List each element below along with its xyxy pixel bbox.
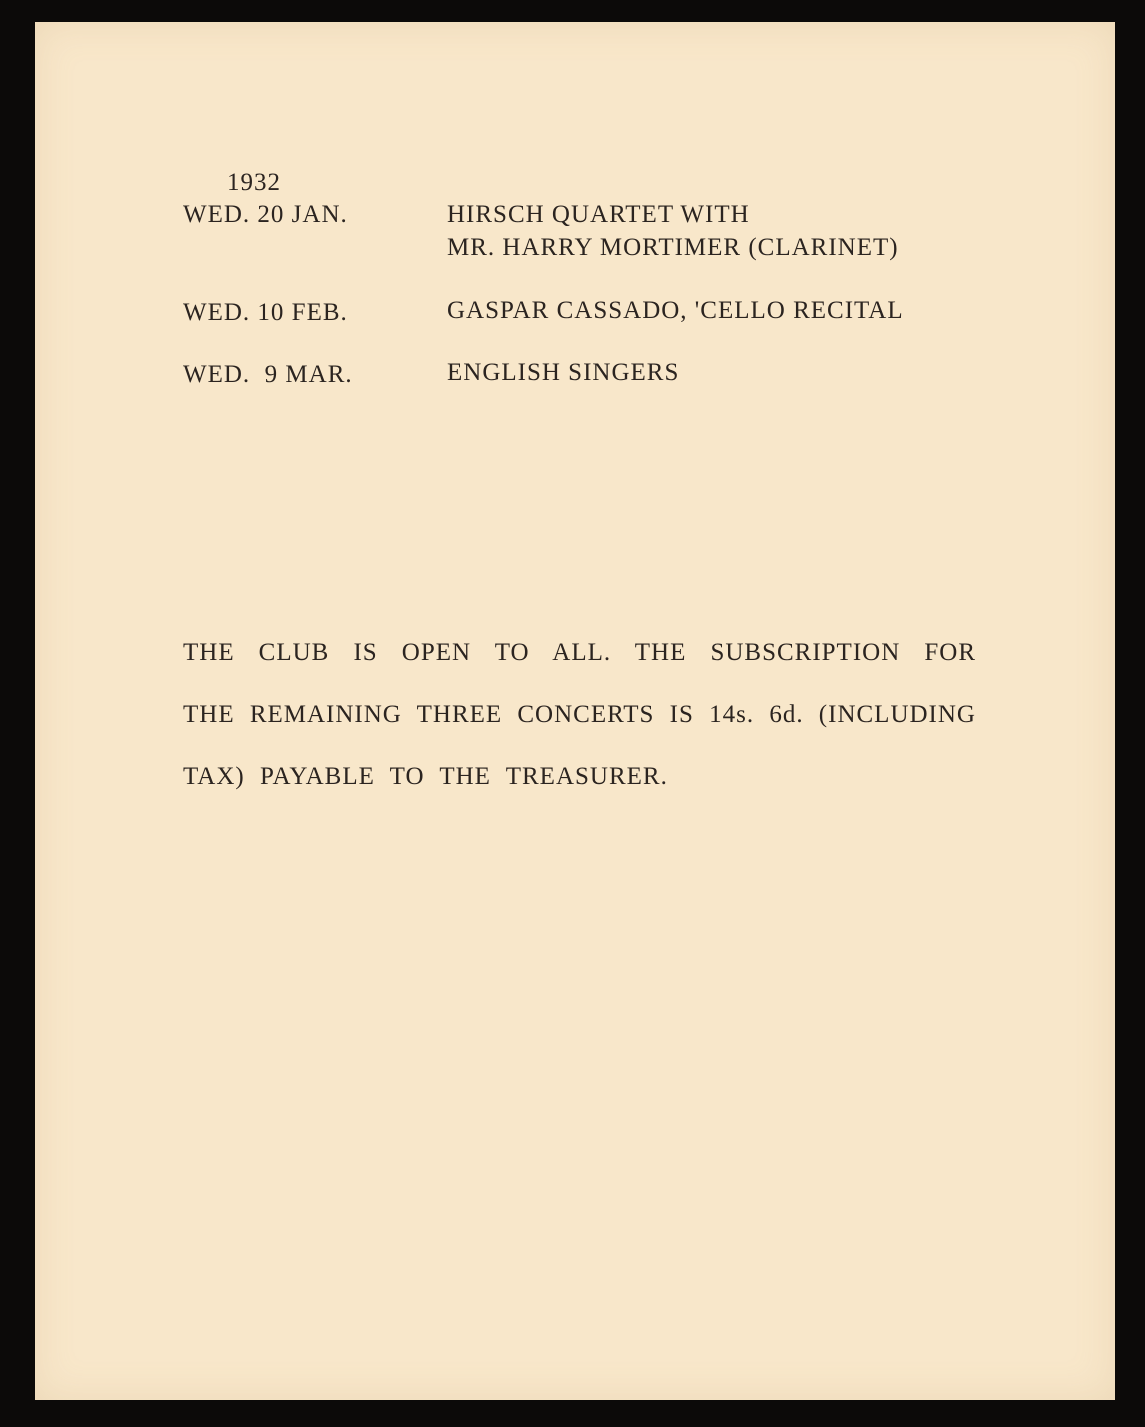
concert-date: WED. 20 JAN. <box>183 201 348 228</box>
concert-event: ENGLISH SINGERS <box>447 359 680 386</box>
concert-date: WED. 10 FEB. <box>183 299 348 326</box>
concert-date: WED. 9 MAR. <box>183 361 353 388</box>
concert-event: GASPAR CASSADO, 'CELLO RECITAL <box>447 297 904 324</box>
year-heading: 1932 <box>227 169 281 196</box>
notice-line: THE CLUB IS OPEN TO ALL. THE SUBSCRIPTION FOR <box>183 639 976 666</box>
concert-event: MR. HARRY MORTIMER (CLARINET) <box>447 234 899 261</box>
concert-event: HIRSCH QUARTET WITH <box>447 201 750 228</box>
programme-card <box>35 22 1115 1400</box>
notice-line: THE REMAINING THREE CONCERTS IS 14s. 6d. (INCLUDING <box>183 701 976 728</box>
notice-line: TAX) PAYABLE TO THE TREASURER. <box>183 763 668 790</box>
